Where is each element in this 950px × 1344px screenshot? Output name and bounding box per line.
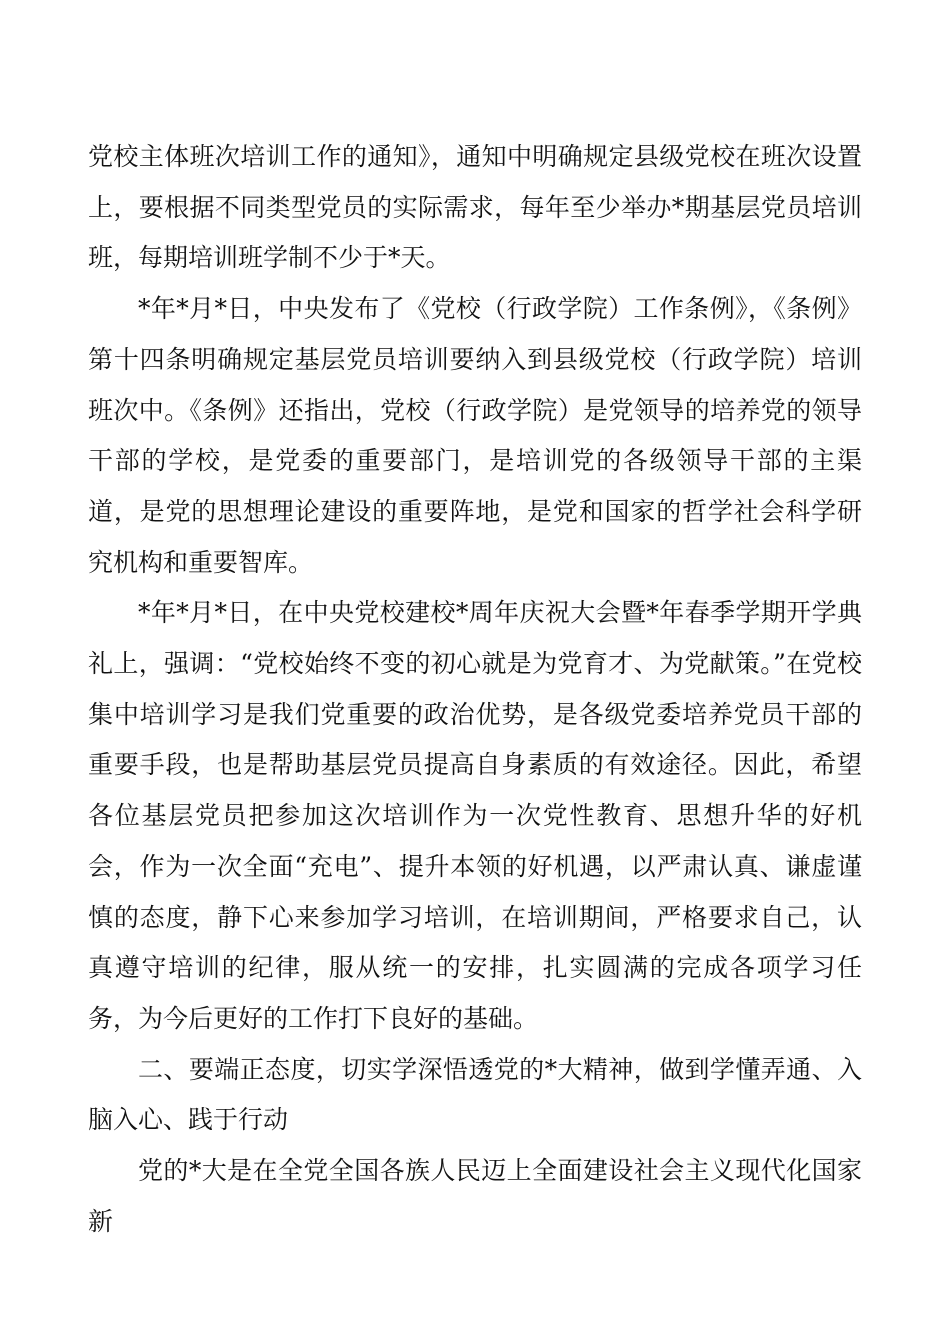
document-body bbox=[88, 132, 862, 1247]
paragraph-3: *年*月*日，在中央党校建校*周年庆祝大会暨*年春季学期开学典礼上，强调：“党校始终不变的初心就是为党育才、为党献策。”在党校集中培训学习是我们党重要的政治优势，是各级党委培养党员干部的重要手段，也是帮助基层党员提高自身素质的有效途径。因此，希望各位基层党员把参加这次培训作为一次党性教育、思想升华的好机会，作为一次全面“充电”、提升本领的好机遇，以严肃认真、谦虚谨慎的态度，静下心来参加学习培训，在培训期间，严格要求自己，认真遵守培训的纪律，服从统一的安排，扎实圆满的完成各项学习任务，为今后更好的工作打下良好的基础。 bbox=[88, 598, 862, 1033]
paragraph-4: 党的*大是在全党全国各族人民迈上全面建设社会主义现代化国家新 bbox=[88, 1156, 862, 1236]
paragraph-1: 党校主体班次培训工作的通知》，通知中明确规定县级党校在班次设置上，要根据不同类型党员的实际需求，每年至少举办*期基层党员培训班，每期培训班学制不少于*天。 bbox=[88, 142, 862, 273]
section-heading: 二、要端正态度，切实学深悟透党的*大精神，做到学懂弄通、入脑入心、践于行动 bbox=[88, 1054, 862, 1135]
paragraph-2: *年*月*日，中央发布了《党校（行政学院）工作条例》，《条例》第十四条明确规定基层党员培训要纳入到县级党校（行政学院）培训班次中。《条例》还指出，党校（行政学院）是党领导的培养党的领导干部的学校，是党委的重要部门，是培训党的各级领导干部的主渠道，是党的思想理论建设的重要阵地，是党和国家的哲学社会科学研究机构和重要智库。 bbox=[88, 294, 862, 577]
